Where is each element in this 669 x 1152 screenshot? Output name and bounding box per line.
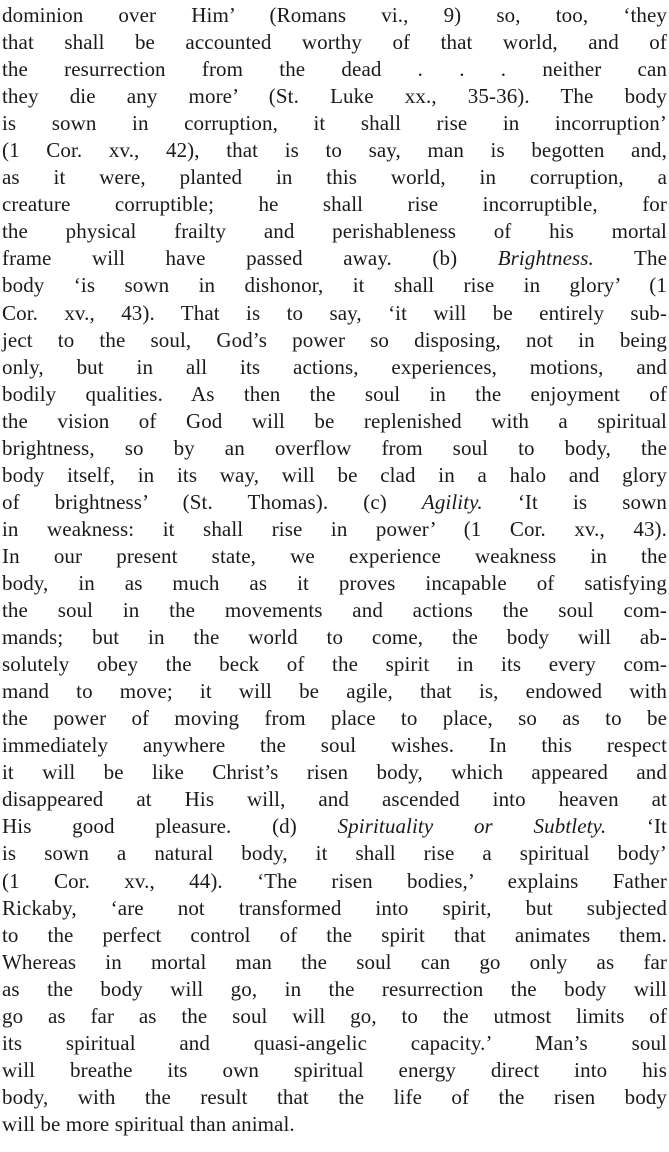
text-segment: The xyxy=(593,246,667,271)
text-segment: body ‘is sown in dishonor, it shall rise in glory’ (1 xyxy=(2,273,667,298)
text-segment: the resurrection from the dead . . . neither can xyxy=(2,57,667,82)
text-segment: the soul in the movements and actions the soul com- xyxy=(2,598,667,623)
text-segment: they die any more’ (St. Luke xx., 35-36). The body xyxy=(2,84,667,109)
text-line xyxy=(2,922,667,949)
text-segment: the physical frailty and perishableness of his mortal xyxy=(2,219,667,244)
text-segment: in weakness: it shall rise in power’ (1 Cor. xv., 43). xyxy=(2,516,667,541)
text-segment: bodily qualities. As then the soul in the enjoyment of xyxy=(2,381,667,406)
text-line xyxy=(2,489,667,516)
text-segment: body itself, in its way, will be clad in a halo and glory xyxy=(2,462,667,487)
text-segment: of brightness’ (St. Thomas). (c) xyxy=(2,489,422,514)
text-line xyxy=(2,840,667,867)
text-segment: solutely obey the beck of the spirit in its every com- xyxy=(2,652,667,677)
text-segment: frame will have passed away. (b) xyxy=(2,246,498,271)
text-segment: Rickaby, ‘are not transformed into spirit, but subjected xyxy=(2,895,667,920)
text-segment: body, in as much as it proves incapable of satisfying xyxy=(2,570,667,595)
text-line xyxy=(2,1030,667,1057)
text-line xyxy=(2,2,667,29)
text-line xyxy=(2,354,667,381)
text-segment: Cor. xv., 43). That is to say, ‘it will be entirely sub- xyxy=(2,300,667,325)
text-segment: ‘It xyxy=(606,814,667,839)
text-line xyxy=(2,1003,667,1030)
text-line xyxy=(2,435,667,462)
text-line xyxy=(2,300,667,327)
text-line xyxy=(2,245,667,272)
text-line xyxy=(2,786,667,813)
text-line xyxy=(2,705,667,732)
text-line xyxy=(2,678,667,705)
text-segment: as it were, planted in this world, in corruption, a xyxy=(2,165,667,190)
text-line xyxy=(2,868,667,895)
text-segment: His good pleasure. (d) xyxy=(2,814,338,839)
text-line xyxy=(2,597,667,624)
text-line xyxy=(2,570,667,597)
text-line xyxy=(2,895,667,922)
text-segment: that shall be accounted worthy of that world, and of xyxy=(2,30,667,55)
text-line xyxy=(2,813,667,840)
text-line xyxy=(2,516,667,543)
text-line xyxy=(2,408,667,435)
text-line xyxy=(2,381,667,408)
text-segment: the vision of God will be replenished with a spiritual xyxy=(2,408,667,433)
text-line xyxy=(2,218,667,245)
text-line xyxy=(2,624,667,651)
text-segment: will be more spiritual than animal. xyxy=(2,1111,295,1136)
text-segment: disappeared at His will, and ascended into heaven at xyxy=(2,787,667,812)
text-line xyxy=(2,976,667,1003)
italic-heading: Agility. xyxy=(421,489,483,514)
text-segment: ject to the soul, God’s power so disposing, not in being xyxy=(2,327,667,352)
body-text xyxy=(2,2,667,1138)
text-segment: go as far as the soul will go, to the utmost limits of xyxy=(2,1003,667,1028)
text-line xyxy=(2,462,667,489)
text-segment: is sown in corruption, it shall rise in incorruption’ xyxy=(2,111,667,136)
text-segment: (1 Cor. xv., 44). ‘The risen bodies,’ explains Father xyxy=(2,868,667,893)
text-line xyxy=(2,949,667,976)
text-segment: mand to move; it will be agile, that is, endowed with xyxy=(2,679,667,704)
text-segment: the power of moving from place to place, so as to be xyxy=(2,706,667,731)
text-segment: ‘It is sown xyxy=(482,489,667,514)
text-line xyxy=(2,1084,667,1111)
text-segment: its spiritual and quasi-angelic capacity.’ Man’s soul xyxy=(2,1030,667,1055)
text-line xyxy=(2,110,667,137)
text-segment: dominion over Him’ (Romans vi., 9) so, too, ‘they xyxy=(2,3,667,27)
text-line xyxy=(2,651,667,678)
text-line xyxy=(2,1111,667,1138)
text-segment: Whereas in mortal man the soul can go only as far xyxy=(2,949,667,974)
italic-heading: Brightness. xyxy=(497,246,594,271)
text-segment: (1 Cor. xv., 42), that is to say, man is begotten and, xyxy=(2,138,667,163)
text-segment: it will be like Christ’s risen body, which appeared and xyxy=(2,760,667,785)
text-segment: as the body will go, in the resurrection the body will xyxy=(2,976,667,1001)
text-segment: only, but in all its actions, experiences, motions, and xyxy=(2,354,667,379)
text-line xyxy=(2,272,667,299)
text-line xyxy=(2,191,667,218)
text-line xyxy=(2,29,667,56)
text-line xyxy=(2,137,667,164)
text-segment: will breathe its own spiritual energy direct into his xyxy=(2,1057,667,1082)
text-segment: creature corruptible; he shall rise incorruptible, for xyxy=(2,192,667,217)
text-segment: In our present state, we experience weakness in the xyxy=(2,543,667,568)
text-segment: is sown a natural body, it shall rise a spiritual body’ xyxy=(2,841,667,866)
text-segment: to the perfect control of the spirit that animates them. xyxy=(2,922,667,947)
text-line xyxy=(2,56,667,83)
text-segment: brightness, so by an overflow from soul to body, the xyxy=(2,435,667,460)
italic-heading: Spirituality or Subtlety. xyxy=(337,814,607,839)
text-segment: immediately anywhere the soul wishes. In this respect xyxy=(2,733,667,758)
text-line xyxy=(2,327,667,354)
text-line xyxy=(2,164,667,191)
text-line xyxy=(2,1057,667,1084)
text-line xyxy=(2,83,667,110)
text-segment: body, with the result that the life of the risen body xyxy=(2,1084,667,1109)
text-line xyxy=(2,759,667,786)
text-line xyxy=(2,732,667,759)
text-segment: mands; but in the world to come, the body will ab- xyxy=(2,625,667,650)
text-line xyxy=(2,543,667,570)
